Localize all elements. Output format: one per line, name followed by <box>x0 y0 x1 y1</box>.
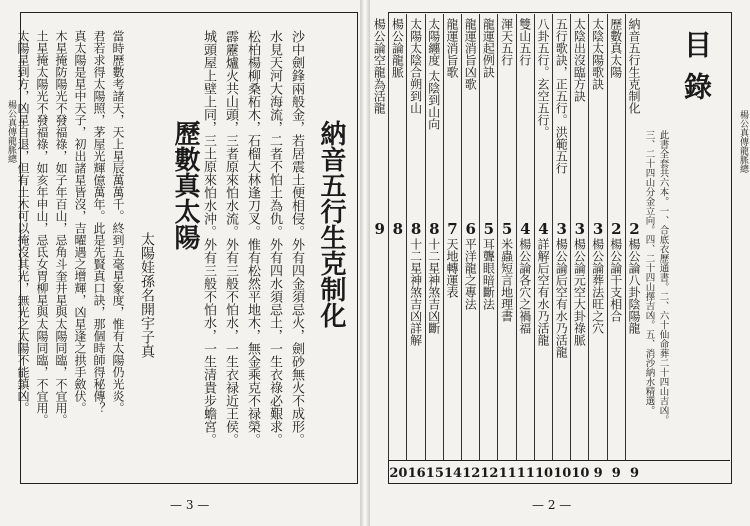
header-title: 楊公真傳龍脈總 <box>6 100 16 163</box>
toc-page-top: 5 <box>501 220 513 238</box>
toc-entry-top: 楊公論龍脈 <box>390 18 405 78</box>
toc-entry-bottom: 楊公論葬法旺之穴 <box>590 238 605 334</box>
toc-divider <box>461 14 462 460</box>
toc-page-top: 2 <box>611 220 622 238</box>
toc-page-bottom: 10 <box>553 466 572 481</box>
left-page <box>0 0 360 526</box>
toc-page-top: 8 <box>410 220 422 238</box>
nayin-line: 沙中劍鋒兩般金，若居震土便相侵。外有四金須忌火，劍砂無火不成形。 <box>289 30 304 446</box>
taiyang-line: 君若求得太陽照，茅屋光輝億萬年。此是先賢真口訣，那個時師得秘傳？ <box>92 30 106 414</box>
page-number-right: — 2 — <box>532 498 572 512</box>
section-title-taiyang: 歷數真太陽 <box>170 120 200 250</box>
nayin-line: 水見天河大海流，二者不怕土為仇。外有四水須忌土，一生衣祿必艱求。 <box>267 30 282 446</box>
toc-page-top: 8 <box>392 220 404 238</box>
toc-divider <box>497 14 498 460</box>
taiyang-line: 真太陽是星中天子，初出諸星皆沒，吉曜遇之增輝，凶星逢之拱手斂伏。 <box>73 30 87 414</box>
toc-divider <box>625 14 626 460</box>
toc-page-top: 3 <box>592 220 604 238</box>
nayin-line: 城頭屋上壁上同，三土原來怕水沖。外有三般不怕水，一生清貴步蟾宮。 <box>201 30 216 446</box>
toc-entry-top: 八卦五行。玄空五行。 <box>536 18 550 138</box>
toc-divider <box>552 14 553 460</box>
toc-page-bottom: 10 <box>571 466 590 481</box>
toc-entry-bottom: 十二星神煞吉凶詳解 <box>408 238 423 346</box>
toc-entry-bottom: 米蟲短言地理書 <box>499 238 514 322</box>
toc-page-bottom: 14 <box>444 466 463 481</box>
toc-entry-top: 太陽太陰合朔到山 <box>408 18 423 114</box>
toc-entry-top: 雙山五行 <box>517 18 532 66</box>
toc-entry-top: 渾天五行 <box>499 18 514 66</box>
toc-divider <box>443 14 444 460</box>
toc-entry-top: 五行歌訣，正五行。洪範五行 <box>554 18 569 174</box>
toc-page-top: 2 <box>629 220 640 238</box>
toc-page-bottom: 11 <box>498 466 517 481</box>
toc-page-bottom: 11 <box>516 466 535 481</box>
toc-page-top: 5 <box>483 220 495 238</box>
page-number-left: — 3 — <box>170 498 210 512</box>
toc-page-bottom: 12 <box>462 466 481 481</box>
toc-page-top: 4 <box>538 220 549 238</box>
toc-bottom-rule <box>388 460 730 461</box>
right-page <box>370 0 750 526</box>
toc-page-bottom: 15 <box>425 466 444 481</box>
toc-page-top: 3 <box>574 220 586 238</box>
toc-entry-bottom: 楊公論后空有水乃活龍 <box>554 238 569 358</box>
toc-entry-bottom: 耳聾眼暗斷法 <box>481 238 496 310</box>
toc-page-top: 8 <box>429 220 440 238</box>
toc-entry-bottom: 楊公論各穴之禍福 <box>517 238 532 334</box>
toc-divider <box>406 14 407 460</box>
toc-note-line: 此書全套共六本。一、合底衣歷通書。二、六十仙命葬二十四山吉凶。 <box>657 130 669 425</box>
toc-page-top: 6 <box>465 220 476 238</box>
taiyang-line: 土星掩太陽光不發福祿，如亥年申山，忌氐女胃柳星與太陽同臨，不宜用。 <box>35 30 49 426</box>
toc-entry-bottom: 楊公論八卦陰陽龍 <box>627 238 641 334</box>
nayin-line: 松柏楊柳桑柘木，石榴大林逢刀叉。惟有松然平地木，無金乘克不禄榮。 <box>245 30 260 446</box>
toc-entry-top: 龍運消旨歌 <box>445 18 459 78</box>
book-gutter <box>360 0 370 526</box>
toc-divider <box>479 14 480 460</box>
toc-entry-bottom: 詳解后空有水乃活龍 <box>536 238 550 346</box>
toc-page-bottom: 9 <box>629 466 640 481</box>
section-title-nayin: 納音五行生克制化 <box>316 120 346 328</box>
toc-entry-top: 龍運起例訣 <box>481 18 496 78</box>
toc-page-bottom: 12 <box>480 466 499 481</box>
toc-divider <box>570 14 571 460</box>
toc-divider <box>588 14 589 460</box>
toc-entry-bottom: 十二星神煞吉凶斷 <box>426 238 441 334</box>
toc-heading: 目錄 <box>680 30 713 114</box>
toc-entry-bottom: 平洋龍之專法 <box>463 238 478 310</box>
header-title-right: 楊公真傳龍脈總 <box>738 110 748 173</box>
toc-page-bottom: 10 <box>535 466 554 481</box>
toc-entry-top: 納音五行生克制化 <box>627 18 641 114</box>
taiyang-line: 當時歷數考諸天，天上星辰萬萬千。終到五毫星象度，惟有太陽仍光炎。 <box>111 30 125 414</box>
toc-entry-top: 龍運消旨凶歌 <box>463 18 478 90</box>
toc-page-bottom: 9 <box>593 466 603 481</box>
toc-page-top: 4 <box>520 220 531 238</box>
toc-entry-bottom: 楊公論元空大卦祿脈 <box>572 238 587 346</box>
toc-page-bottom: 20 <box>389 466 408 481</box>
nayin-line: 霹靂爐火共山頭，三者原來怕水流。外有三般不怕水，一生衣禄近王侯。 <box>223 30 238 446</box>
toc-page-top: 3 <box>556 220 567 238</box>
toc-page-top: 7 <box>447 220 458 238</box>
taiyang-line: 木星掩防陽光不發福祿，如子年百山，忌角斗奎井星與太陽同臨，不宜用。 <box>54 30 68 426</box>
author-line: 太陽娃孫名開宇子真 <box>139 232 155 358</box>
toc-entry-top: 太陰出沒臨方訣 <box>572 18 587 102</box>
toc-divider <box>516 14 517 460</box>
toc-entry-bottom: 楊公論干支相合 <box>608 238 623 322</box>
toc-divider <box>607 14 608 460</box>
toc-entry-top: 太陰太陽歌訣 <box>590 18 605 90</box>
toc-divider <box>425 14 426 460</box>
toc-entry-top: 太陽纏度 太陰到山向 <box>426 18 441 130</box>
toc-entry-top: 楊公論空龍為活龍 <box>372 18 387 114</box>
toc-divider <box>388 14 389 460</box>
toc-page-bottom: 9 <box>611 466 621 481</box>
toc-page-bottom: 16 <box>407 466 426 481</box>
toc-entry-top: 歷數真太陽 <box>608 18 623 78</box>
toc-entry-bottom: 天地轉運表 <box>445 238 459 298</box>
taiyang-line: 太陽星到方，凶星自退，但有土木可以掩沒其光，無光之太陽不能鎮凶。 <box>16 30 30 414</box>
toc-divider <box>534 14 535 460</box>
toc-note-line: 三、二十四山分金立向。四、二十四山擇吉凶。五、消沙納水精選。 <box>643 130 655 415</box>
toc-page-top: 9 <box>374 220 385 238</box>
